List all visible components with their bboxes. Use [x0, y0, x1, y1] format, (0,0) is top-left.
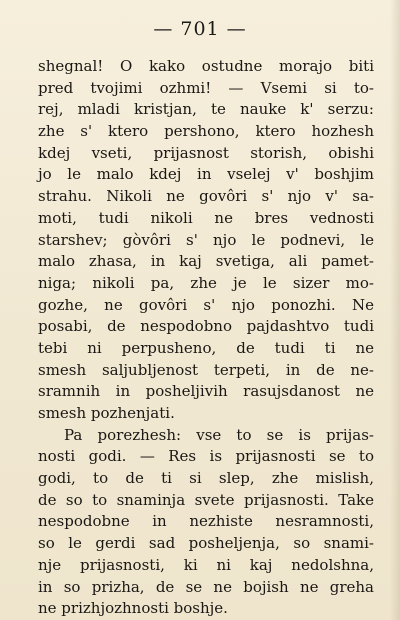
text-line: Pa porezhesh: vse to se is prijas-	[64, 425, 374, 444]
text-line: shegnal! O kako ostudne morajo biti	[38, 57, 374, 75]
text-line: tebi ni perpusheno, de tudi ti ne	[38, 338, 374, 357]
text-line: smesh pozhenjati.	[38, 404, 175, 422]
text-line: jo le malo kdej in vselej v' boshjim	[38, 165, 374, 184]
text-line: rej, mladi kristjan, te nauke k' serzu:	[38, 100, 374, 119]
text-line: zhe s' ktero pershono, ktero hozhesh	[38, 122, 374, 141]
text-line: nje prijasnosti, ki ni kaj nedolshna,	[38, 555, 374, 574]
text-line: pred tvojimi ozhmi! — Vsemi si to-	[38, 78, 374, 97]
text-line: malo zhasa, in kaj svetiga, ali pamet-	[38, 252, 374, 271]
page-number-header: — 701 —	[153, 18, 247, 40]
text-line: strahu. Nikoli ne govôri s' njo v' sa-	[38, 187, 374, 206]
text-line: so le gerdi sad posheljenja, so snami-	[38, 534, 374, 553]
text-line: in so prizha, de se ne bojish ne greha	[38, 577, 374, 596]
text-line: sramnih in posheljivih rasujsdanost ne	[38, 382, 374, 401]
text-line: ne prizhjozhnosti boshje.	[38, 599, 228, 618]
text-line: godi, to de ti si slep, zhe mislish,	[38, 469, 374, 488]
body-text	[38, 56, 374, 620]
text-line: posabi, de nespodobno pajdashtvo tudi	[38, 317, 374, 336]
text-line: nespodobne in nezhiste nesramnosti,	[38, 512, 374, 531]
text-line: starshev; gòvôri s' njo le podnevi, le	[38, 230, 374, 249]
text-line: niga; nikoli pa, zhe je le sizer mo-	[38, 273, 374, 292]
text-line: gozhe, ne govôri s' njo ponozhi. Ne	[38, 295, 374, 314]
text-line: kdej vseti, prijasnost storish, obishi	[38, 143, 374, 162]
text-line: smesh saljubljenost terpeti, in de ne-	[38, 360, 374, 379]
text-line: nosti godi. — Res is prijasnosti se to	[38, 447, 374, 466]
text-line: de so to snaminja svete prijasnosti. Take	[38, 490, 374, 509]
text-line: moti, tudi nikoli ne bres vednosti	[38, 208, 374, 227]
